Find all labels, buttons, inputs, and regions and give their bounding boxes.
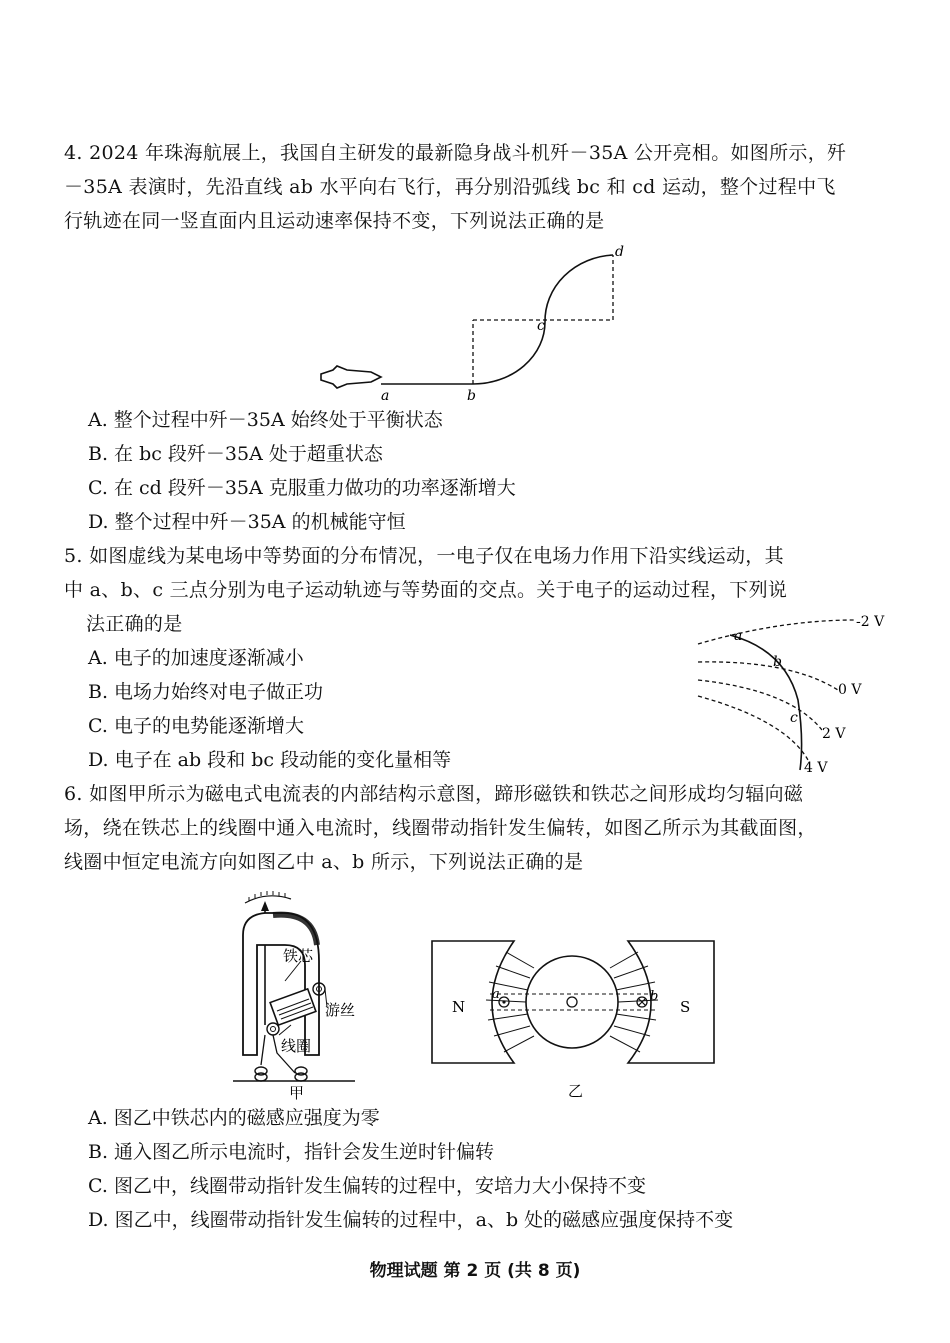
q6-label-n: N (452, 998, 466, 1016)
q4-option-b: B. 在 bc 段歼－35A 处于超重状态 (88, 443, 383, 465)
q4-label-c: c (537, 318, 545, 334)
q5-option-c: C. 电子的电势能逐渐增大 (88, 715, 304, 737)
q5-label-a: a (734, 628, 743, 644)
q5-line-2: 中 a、b、c 三点分别为电子运动轨迹与等势面的交点。关于电子的运动过程，下列说 (64, 579, 788, 601)
q6-caption-jia: 甲 (289, 1084, 305, 1100)
question-4-stem (64, 136, 894, 238)
q4-line-2: －35A 表演时，先沿直线 ab 水平向右飞行，再分别沿弧线 bc 和 cd 运动，整个过程中飞 (64, 176, 836, 198)
question-6-stem (64, 777, 894, 879)
q5-label-b: b (773, 654, 782, 670)
q5-label-v3: 2 V (822, 726, 846, 742)
q4-option-d: D. 整个过程中歼－35A 的机械能守恒 (88, 511, 406, 533)
q4-label-b: b (467, 388, 476, 404)
q5-line-3: 法正确的是 (86, 613, 183, 635)
q4-option-a: A. 整个过程中歼－35A 始终处于平衡状态 (88, 409, 443, 431)
q5-option-b: B. 电场力始终对电子做正功 (88, 681, 324, 703)
q5-label-c: c (790, 710, 798, 726)
q4-line-3: 行轨迹在同一竖直面内且运动速率保持不变，下列说法正确的是 (64, 210, 605, 232)
q6-label-spring: 游丝 (325, 1001, 356, 1019)
q4-option-c: C. 在 cd 段歼－35A 克服重力做功的功率逐渐增大 (88, 477, 516, 499)
q6-figure-yi (430, 938, 720, 1100)
q5-label-v2: 0 V (838, 682, 862, 698)
q6-label-coil: 线圈 (281, 1037, 312, 1055)
q6-option-d: D. 图乙中，线圈带动指针发生偏转的过程中，a、b 处的磁感应强度保持不变 (88, 1209, 734, 1231)
q4-label-d: d (615, 244, 624, 260)
q6-figure-jia (225, 885, 385, 1100)
page-footer: 物理试题 第 2 页 (共 8 页) (369, 1261, 581, 1281)
q6-label-b: b (650, 989, 659, 1004)
q6-line-3: 线圈中恒定电流方向如图乙中 a、b 所示，下列说法正确的是 (64, 851, 584, 873)
q5-label-v1: -2 V (856, 614, 885, 630)
q5-line-1: 5. 如图虚线为某电场中等势面的分布情况，一电子仅在电场力作用下沿实线运动，其 (64, 545, 784, 567)
q4-line-1: 4. 2024 年珠海航展上，我国自主研发的最新隐身战斗机歼－35A 公开亮相。如图所示，歼 (64, 142, 847, 164)
q5-option-a: A. 电子的加速度逐渐减小 (88, 647, 304, 669)
q6-line-2: 场，绕在铁芯上的线圈中通入电流时，线圈带动指针发生偏转，如图乙所示为其截面图， (64, 817, 817, 839)
q4-trajectory-figure (315, 242, 635, 404)
jet-icon (321, 366, 381, 388)
q6-line-1: 6. 如图甲所示为磁电式电流表的内部结构示意图，蹄形磁铁和铁芯之间形成均匀辐向磁 (64, 783, 804, 805)
q5-field-figure (690, 610, 890, 778)
q6-option-a: A. 图乙中铁芯内的磁感应强度为零 (88, 1107, 380, 1129)
q5-option-d: D. 电子在 ab 段和 bc 段动能的变化量相等 (88, 749, 452, 771)
q6-caption-yi: 乙 (568, 1082, 584, 1100)
q6-option-c: C. 图乙中，线圈带动指针发生偏转的过程中，安培力大小保持不变 (88, 1175, 646, 1197)
q5-label-v4: 4 V (804, 760, 828, 776)
q6-label-a: a (492, 987, 500, 1002)
q6-option-b: B. 通入图乙所示电流时，指针会发生逆时针偏转 (88, 1141, 495, 1163)
q6-label-s: S (680, 998, 691, 1016)
q6-label-core: 铁芯 (283, 947, 314, 965)
q4-label-a: a (381, 388, 390, 404)
